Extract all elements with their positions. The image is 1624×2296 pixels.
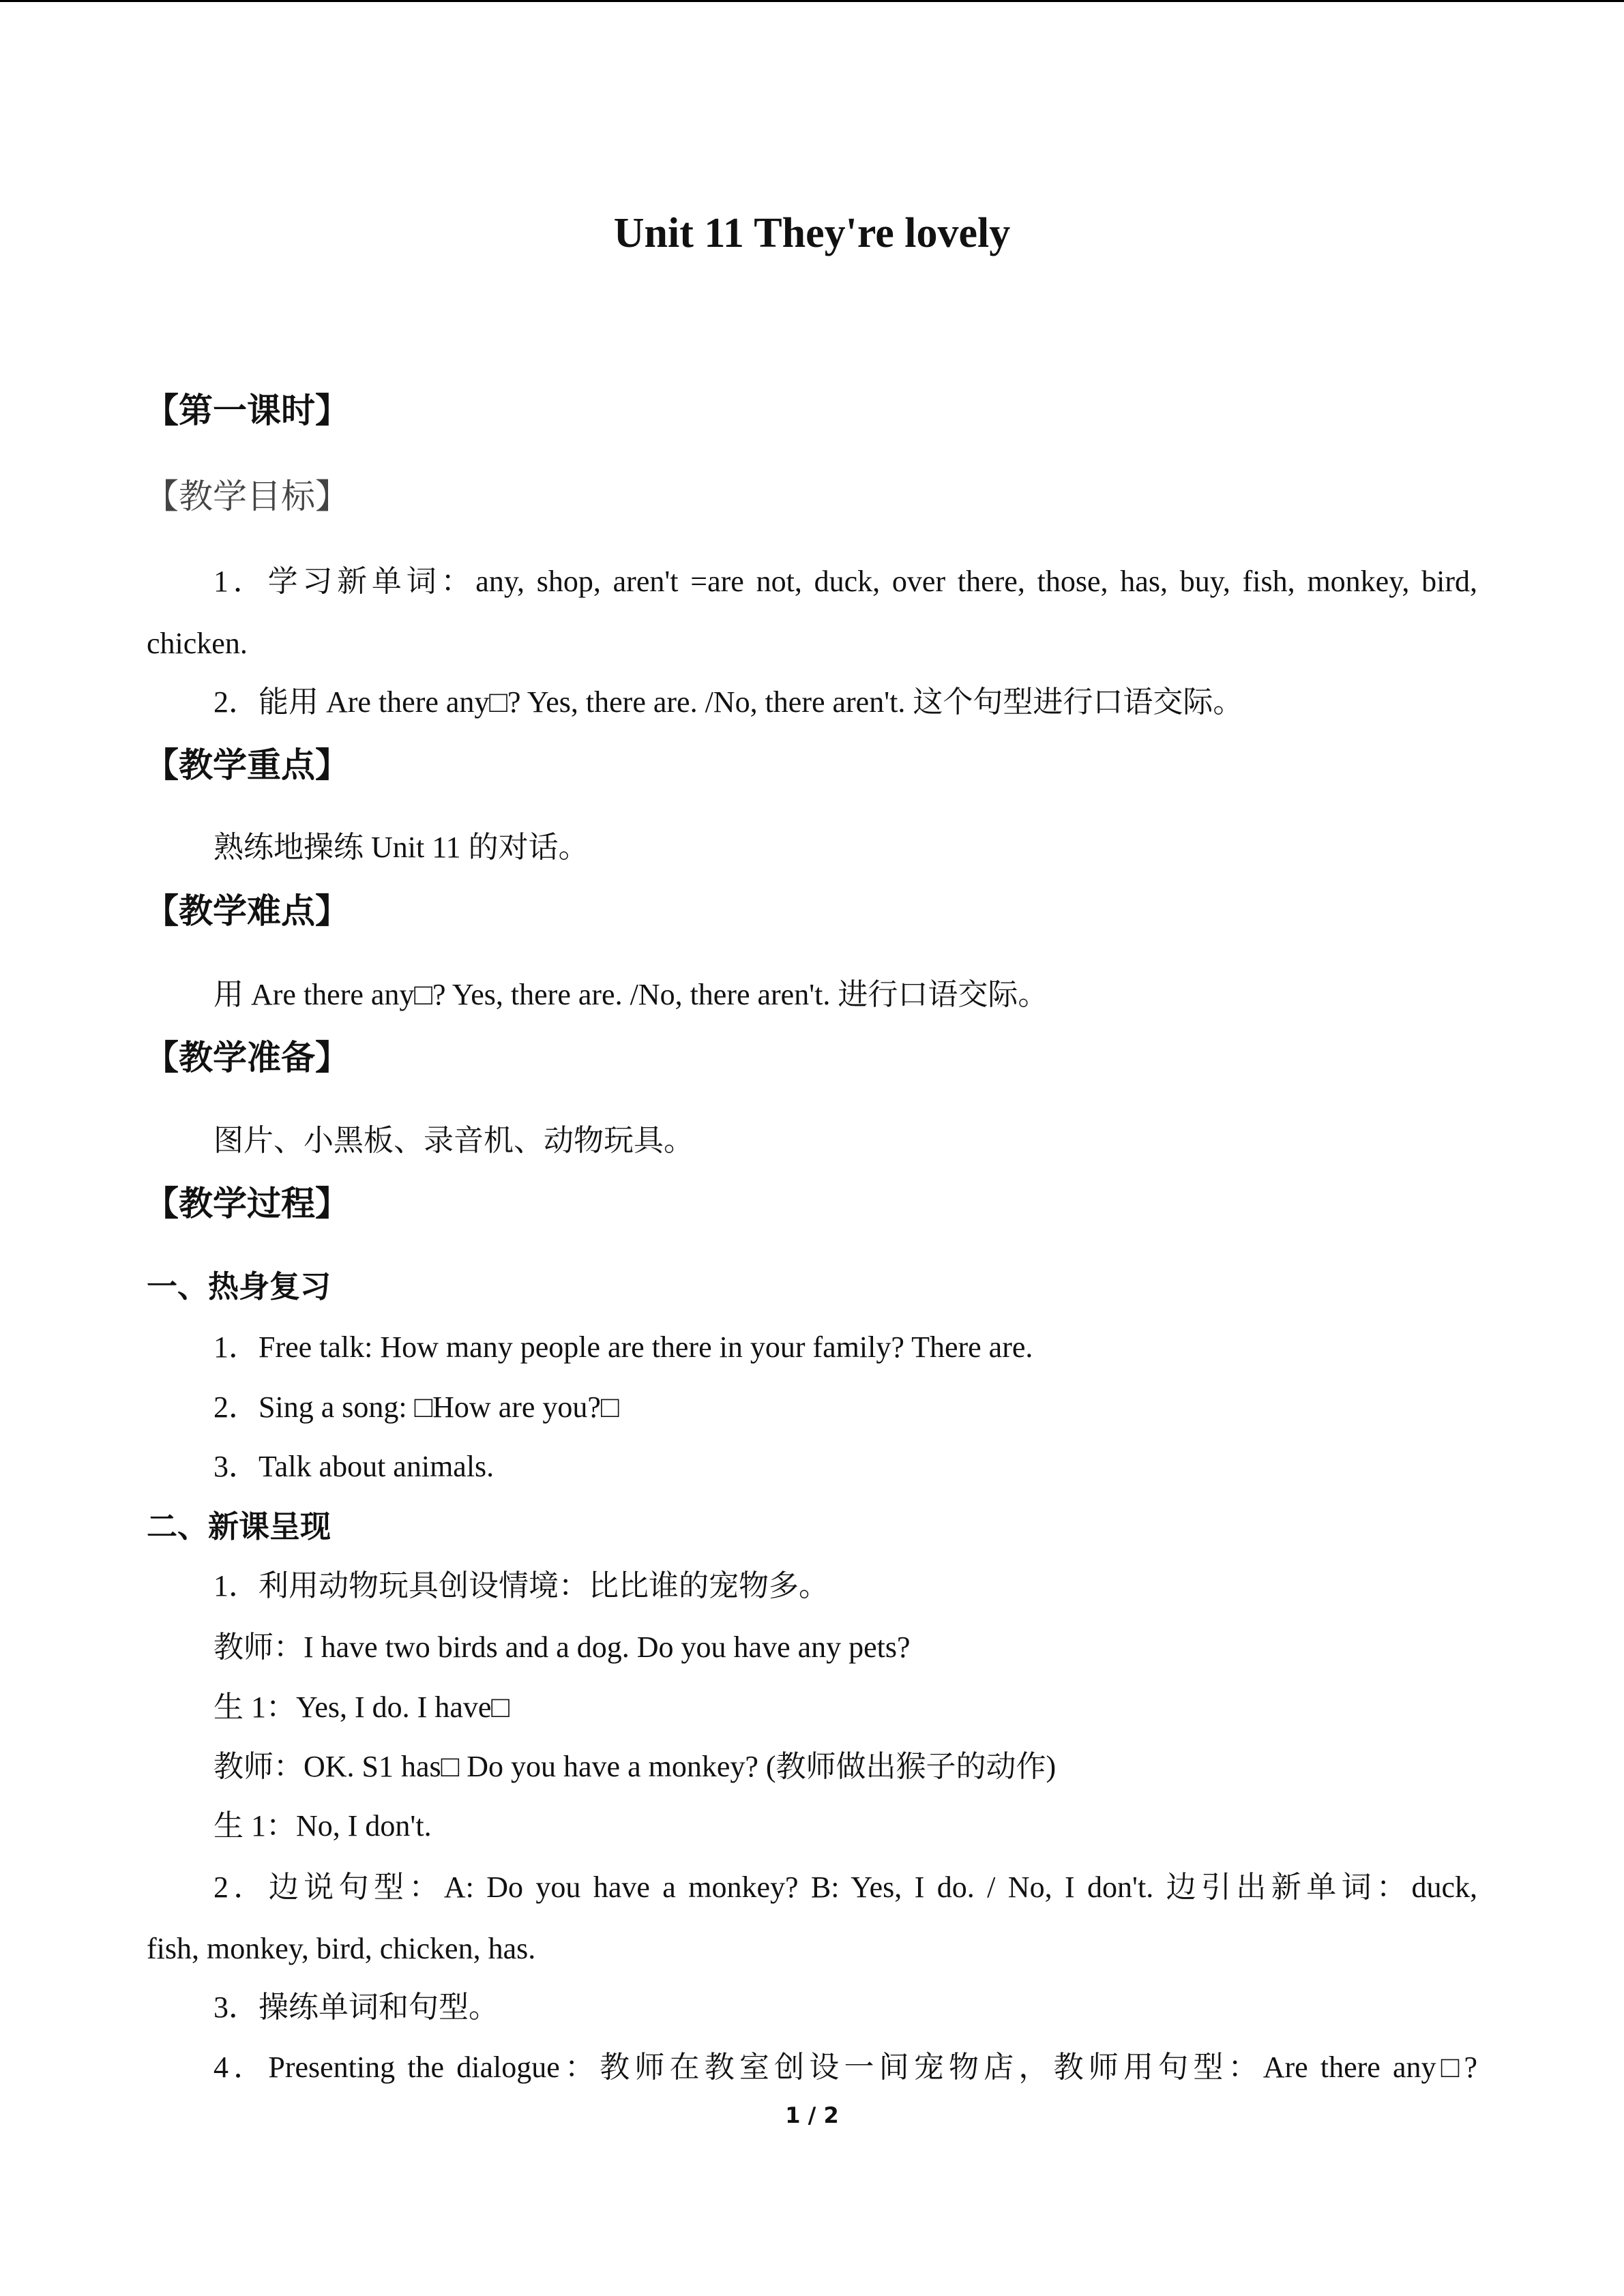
heading-preparation: 【教学准备】 [145, 1038, 349, 1077]
heading-difficulties: 【教学难点】 [145, 891, 349, 931]
new-lesson-item-1: 1．利用动物玩具创设情境：比比谁的宠物多。 [213, 1569, 829, 1602]
goal-item-2: 2．能用 Are there any□? Yes, there are. /No, there aren't. 这个句型进行口语交际。 [213, 685, 1243, 719]
heading-key-points: 【教学重点】 [145, 745, 349, 785]
heading-process: 【教学过程】 [145, 1184, 349, 1223]
dialogue-line-2: 生 1：Yes, I do. I have□ [213, 1690, 510, 1724]
goal-item-1-line-2: chicken. [147, 627, 248, 660]
dialogue-line-4: 生 1：No, I don't. [213, 1809, 432, 1843]
goal-item-1-line-1: 1．学习新单词：any, shop, aren't =are not, duck, over there, those, has, buy, fish, monkey, bird, [213, 565, 1477, 598]
page-number: 1 / 2 [785, 2102, 839, 2128]
new-lesson-item-4-line-1: 4．Presenting the dialogue：教师在教室创设一间宠物店，教师用句型：Are there any□? [213, 2051, 1477, 2084]
warmup-item-3: 3．Talk about animals. [213, 1450, 494, 1483]
heading-goals: 【教学目标】 [145, 477, 349, 516]
new-lesson-item-2-line-1: 2．边说句型：A: Do you have a monkey? B: Yes, I do. / No, I don't. 边引出新单词：duck, [213, 1870, 1477, 1904]
top-border [0, 0, 1624, 2]
key-points-text: 熟练地操练 Unit 11 的对话。 [213, 831, 589, 864]
dialogue-line-1: 教师：I have two birds and a dog. Do you have any pets? [213, 1630, 911, 1664]
warmup-heading: 一、热身复习 [147, 1268, 331, 1304]
difficulties-text: 用 Are there any□? Yes, there are. /No, there aren't. 进行口语交际。 [213, 978, 1048, 1011]
warmup-item-2: 2．Sing a song: □How are you?□ [213, 1390, 619, 1424]
new-lesson-item-3: 3．操练单词和句型。 [213, 1991, 499, 2024]
heading-lesson: 【第一课时】 [145, 391, 349, 430]
warmup-item-1: 1．Free talk: How many people are there in your family? There are. [213, 1330, 1033, 1364]
page-title: Unit 11 They're lovely [613, 210, 1011, 256]
preparation-text: 图片、小黑板、录音机、动物玩具。 [213, 1124, 694, 1157]
new-lesson-item-2-line-2: fish, monkey, bird, chicken, has. [147, 1932, 536, 1965]
new-lesson-heading: 二、新课呈现 [147, 1508, 331, 1545]
dialogue-line-3: 教师：OK. S1 has□ Do you have a monkey? (教师做出猴子的动作) [213, 1750, 1057, 1783]
